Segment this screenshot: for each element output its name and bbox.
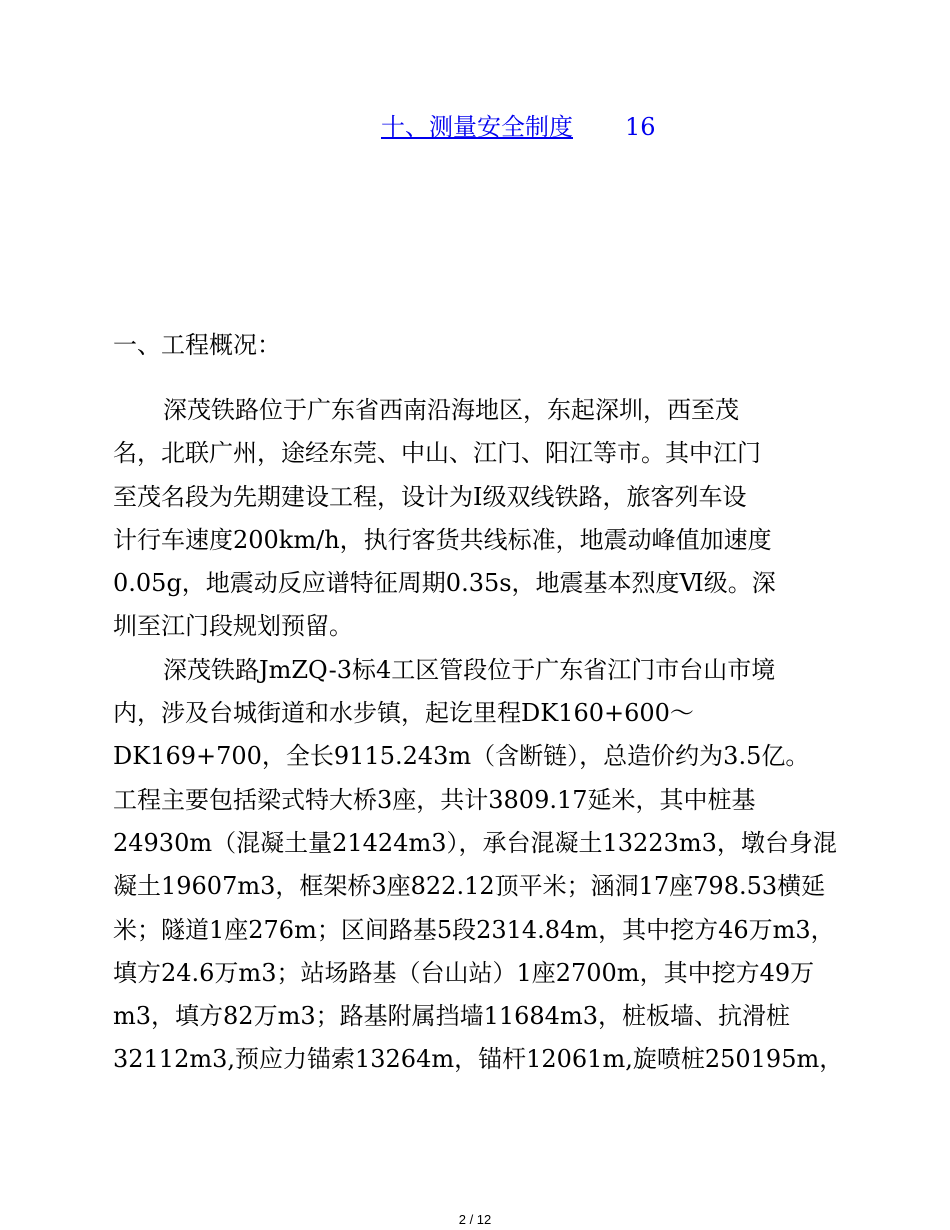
paragraph-overview (113, 389, 843, 1082)
paragraph-line: 0.05g，地震动反应谱特征周期0.35s，地震基本烈度Ⅵ级。深 (113, 569, 776, 598)
paragraph-line: 凝土19607m3，框架桥3座822.12顶平米；涵洞17座798.53横延 (113, 872, 826, 901)
toc-entry-link[interactable]: 十、测量安全制度 (381, 113, 573, 141)
toc-entry-page-number[interactable]: 16 (625, 113, 656, 141)
paragraph-line: 圳至江门段规划预留。 (113, 612, 353, 641)
paragraph-line: 24930m（混凝土量21424m3），承台混凝土13223m3，墩台身混 (113, 828, 837, 857)
paragraph-line: 深茂铁路JmZQ-3标4工区管段位于广东省江门市台山市境 (163, 655, 776, 684)
paragraph-line: 32112m3,预应力锚索13264m，锚杆12061m,旋喷桩250195m， (113, 1045, 844, 1074)
paragraph-line: DK169+700，全长9115.243m（含断链），总造价约为3.5亿。 (113, 742, 810, 771)
paragraph-line: m3，填方82万m3；路基附属挡墙11684m3，桩板墙、抗滑桩 (113, 1002, 790, 1031)
paragraph-line: 内，涉及台城街道和水步镇，起讫里程DK160+600～ (113, 699, 694, 728)
paragraph-line: 米；隧道1座276m；区间路基5段2314.84m，其中挖方46万m3， (113, 915, 835, 944)
paragraph-line: 工程主要包括梁式特大桥3座，共计3809.17延米，其中桩基 (113, 785, 756, 814)
section-heading: 一、工程概况： (113, 331, 281, 359)
page-indicator: 2 / 12 (458, 1212, 492, 1227)
paragraph-line: 名，北联广州，途经东莞、中山、江门、阳江等市。其中江门 (113, 439, 761, 468)
paragraph-line: 至茂名段为先期建设工程，设计为Ⅰ级双线铁路，旅客列车设 (113, 482, 747, 511)
paragraph-line: 深茂铁路位于广东省西南沿海地区，东起深圳，西至茂 (163, 396, 739, 424)
paragraph-line: 填方24.6万m3；站场路基（台山站）1座2700m，其中挖方49万 (113, 958, 815, 987)
paragraph-line: 计行车速度200km/h，执行客货共线标准，地震动峰值加速度 (113, 525, 772, 554)
toc-entry[interactable] (381, 110, 656, 144)
